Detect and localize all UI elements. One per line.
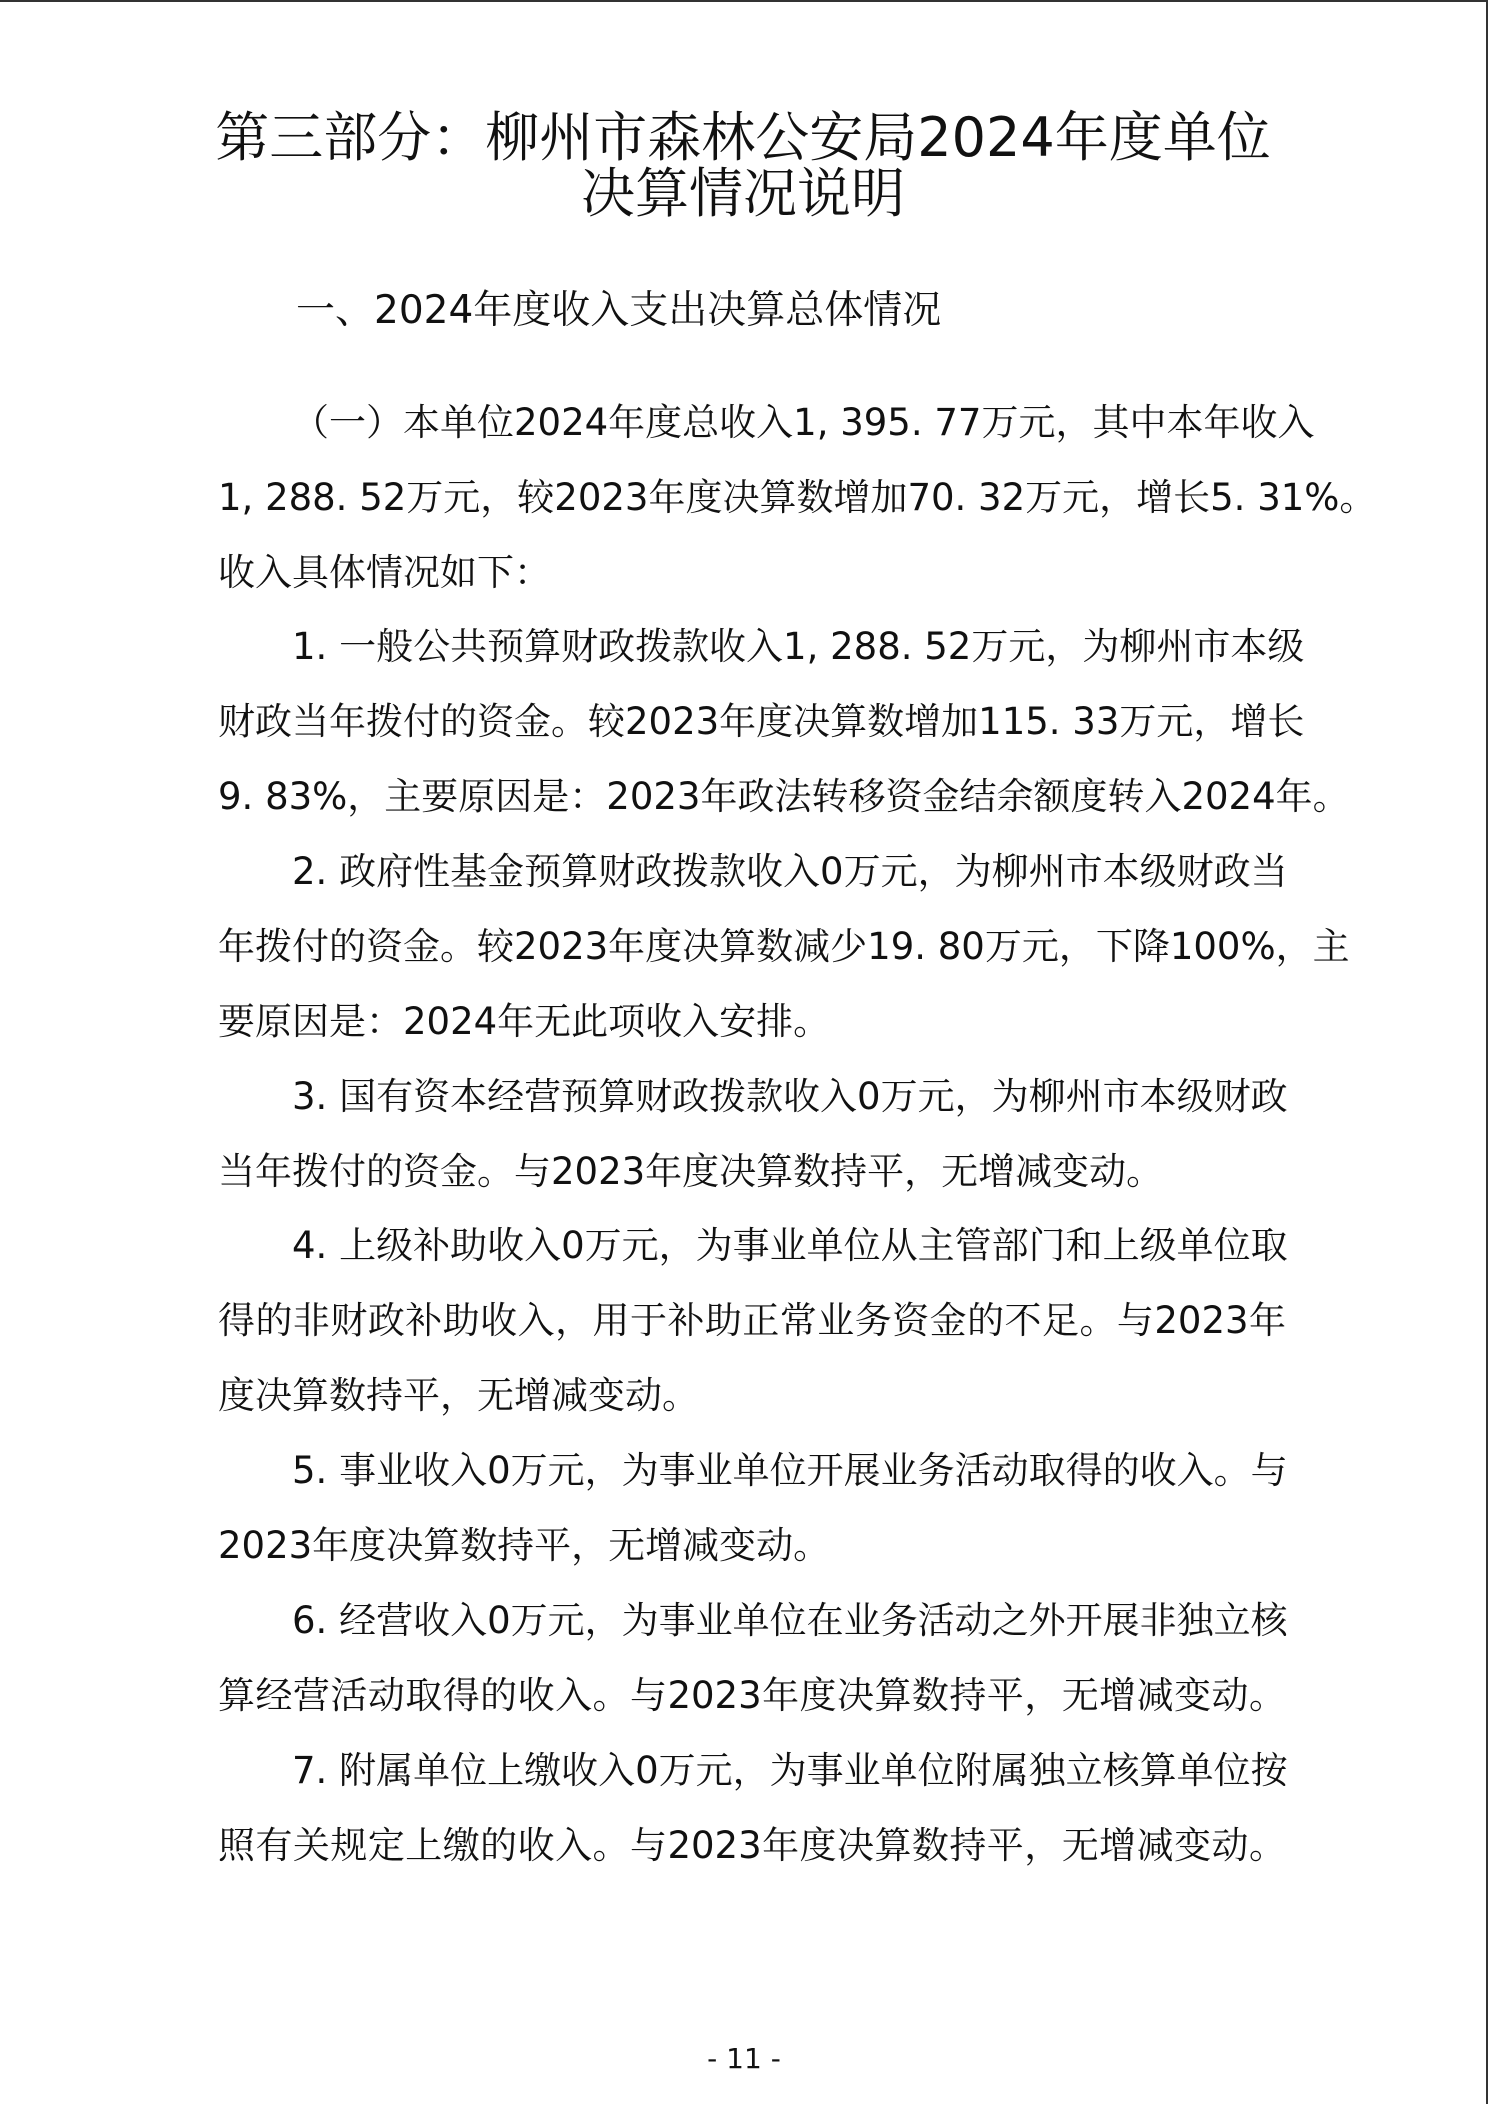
- paragraph-line: 1. 一般公共预算财政拨款收入1, 288. 52万元，为柳州市本级: [292, 625, 1305, 668]
- paragraph-line: 当年拨付的资金。与2023年度决算数持平，无增减变动。: [218, 1150, 1164, 1193]
- paragraph-line: 6. 经营收入0万元，为事业单位在业务活动之外开展非独立核: [292, 1599, 1288, 1642]
- document-title-line-2: 决算情况说明: [581, 162, 905, 225]
- paragraph-line: 收入具体情况如下：: [218, 551, 551, 594]
- paragraph-line: 财政当年拨付的资金。较2023年度决算数增加115. 33万元，增长: [218, 700, 1305, 743]
- document-title-line-1: 第三部分：柳州市森林公安局2024年度单位: [215, 106, 1271, 169]
- paragraph-line: 7. 附属单位上缴收入0万元，为事业单位附属独立核算单位按: [292, 1749, 1288, 1792]
- paragraph-line: 算经营活动取得的收入。与2023年度决算数持平，无增减变动。: [218, 1674, 1286, 1717]
- paragraph-line: 得的非财政补助收入，用于补助正常业务资金的不足。与2023年: [218, 1299, 1286, 1342]
- paragraph-line: 3. 国有资本经营预算财政拨款收入0万元，为柳州市本级财政: [292, 1075, 1288, 1118]
- paragraph-line: 2. 政府性基金预算财政拨款收入0万元，为柳州市本级财政当: [292, 850, 1288, 893]
- paragraph-line: 度决算数持平，无增减变动。: [218, 1374, 699, 1417]
- paragraph-line: 5. 事业收入0万元，为事业单位开展业务活动取得的收入。与: [292, 1449, 1288, 1492]
- paragraph-line: （一）本单位2024年度总收入1, 395. 77万元，其中本年收入: [292, 401, 1315, 444]
- paragraph-line: 1, 288. 52万元，较2023年度决算数增加70. 32万元，增长5. 31%。: [218, 476, 1377, 519]
- page-number: - 11 -: [707, 2042, 781, 2075]
- paragraph-line: 2023年度决算数持平，无增减变动。: [218, 1524, 831, 1567]
- paragraph-line: 照有关规定上缴的收入。与2023年度决算数持平，无增减变动。: [218, 1824, 1286, 1867]
- paragraph-line: 9. 83%，主要原因是：2023年政法转移资金结余额度转入2024年。: [218, 775, 1350, 818]
- section-heading: 一、2024年度收入支出决算总体情况: [296, 288, 942, 333]
- paragraph-line: 要原因是：2024年无此项收入安排。: [218, 1000, 831, 1043]
- paragraph-line: 年拨付的资金。较2023年度决算数减少19. 80万元，下降100%，主: [218, 925, 1350, 968]
- paragraph-line: 4. 上级补助收入0万元，为事业单位从主管部门和上级单位取: [292, 1224, 1288, 1267]
